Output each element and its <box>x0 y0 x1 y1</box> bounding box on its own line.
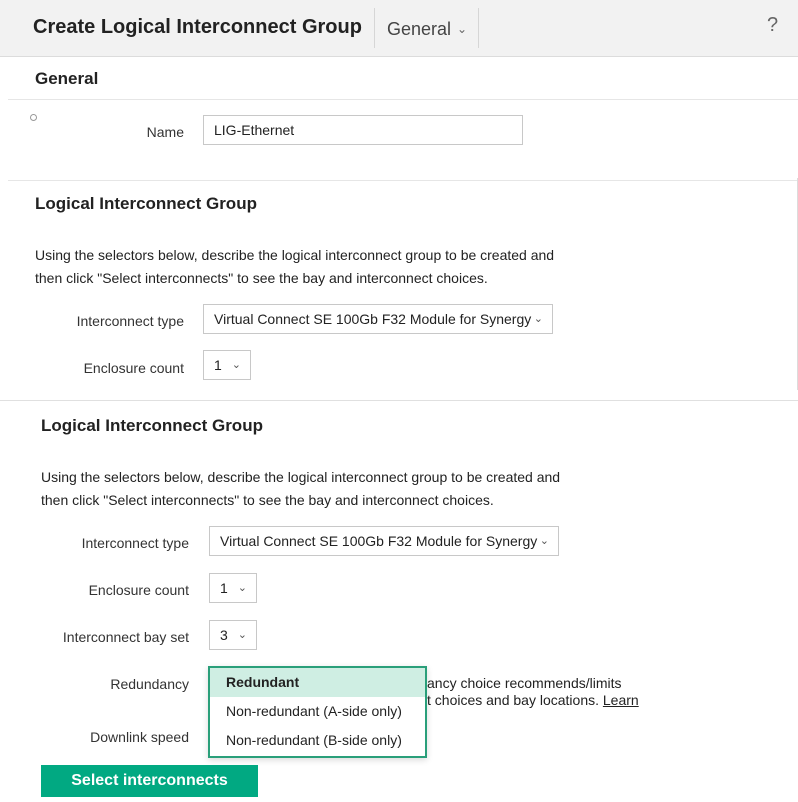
chevron-down-icon: ⌄ <box>457 22 468 36</box>
lig-heading: Logical Interconnect Group <box>41 416 263 435</box>
panel-divider <box>0 400 798 401</box>
divider <box>8 180 798 181</box>
chevron-down-icon: ⌄ <box>539 535 549 547</box>
header-divider <box>374 8 375 48</box>
interconnect-type-select[interactable] <box>203 304 553 334</box>
status-dot-icon <box>30 114 37 121</box>
chevron-down-icon: ⌄ <box>237 582 247 594</box>
section-selector-label: General <box>387 19 452 39</box>
help-icon[interactable]: ? <box>767 14 779 36</box>
interconnect-type-value: Virtual Connect SE 100Gb F32 Module for Synergy <box>220 533 538 549</box>
lig-heading: Logical Interconnect Group <box>35 194 257 213</box>
learn-more-link[interactable]: Learn <box>602 692 639 708</box>
bay-set-label: Interconnect bay set <box>62 629 189 645</box>
interconnect-type-select[interactable] <box>209 526 559 556</box>
select-interconnects-button[interactable]: Select interconnects <box>41 765 258 797</box>
enclosure-count-label: Enclosure count <box>83 360 184 376</box>
description-line: then click "Select interconnects" to see the bay and interconnect choices. <box>35 270 488 286</box>
enclosure-count-select[interactable] <box>209 573 257 603</box>
lig-description <box>41 466 601 512</box>
name-input[interactable]: LIG-Ethernet <box>203 115 523 145</box>
redundancy-help-text <box>427 675 677 709</box>
chevron-down-icon: ⌄ <box>533 313 543 325</box>
name-label: Name <box>146 124 184 140</box>
enclosure-count-label: Enclosure count <box>88 582 189 598</box>
help-line <box>427 692 677 709</box>
redundancy-option-redundant[interactable]: Redundant <box>210 668 425 697</box>
enclosure-count-select[interactable] <box>203 350 251 380</box>
general-heading: General <box>35 69 99 88</box>
enclosure-count-value: 1 <box>220 580 228 596</box>
divider <box>8 99 798 100</box>
redundancy-option-a-side[interactable]: Non-redundant (A-side only) <box>226 703 402 719</box>
redundancy-dropdown[interactable] <box>208 666 427 758</box>
interconnect-type-value: Virtual Connect SE 100Gb F32 Module for Synergy <box>214 311 532 327</box>
description-line: Using the selectors below, describe the logical interconnect group to be created and <box>41 469 561 485</box>
page-header <box>0 0 798 57</box>
help-line-text: t choices and bay locations. <box>427 692 599 708</box>
redundancy-option-b-side[interactable]: Non-redundant (B-side only) <box>226 732 402 748</box>
description-line: then click "Select interconnects" to see the bay and interconnect choices. <box>41 492 494 508</box>
chevron-down-icon: ⌄ <box>237 629 247 641</box>
bay-set-value: 3 <box>220 627 228 643</box>
bay-set-select[interactable] <box>209 620 257 650</box>
section-selector[interactable] <box>387 19 467 40</box>
lig-description <box>35 244 595 290</box>
downlink-speed-label: Downlink speed <box>90 729 189 745</box>
redundancy-label: Redundancy <box>110 676 189 692</box>
enclosure-count-value: 1 <box>214 357 222 373</box>
help-line: ancy choice recommends/limits <box>427 675 622 691</box>
interconnect-type-label: Interconnect type <box>76 313 184 329</box>
page-title: Create Logical Interconnect Group <box>33 16 362 38</box>
general-panel <box>8 58 798 388</box>
header-divider <box>478 8 479 48</box>
chevron-down-icon: ⌄ <box>231 359 241 371</box>
description-line: Using the selectors below, describe the logical interconnect group to be created and <box>35 247 555 263</box>
interconnect-type-label: Interconnect type <box>81 535 189 551</box>
